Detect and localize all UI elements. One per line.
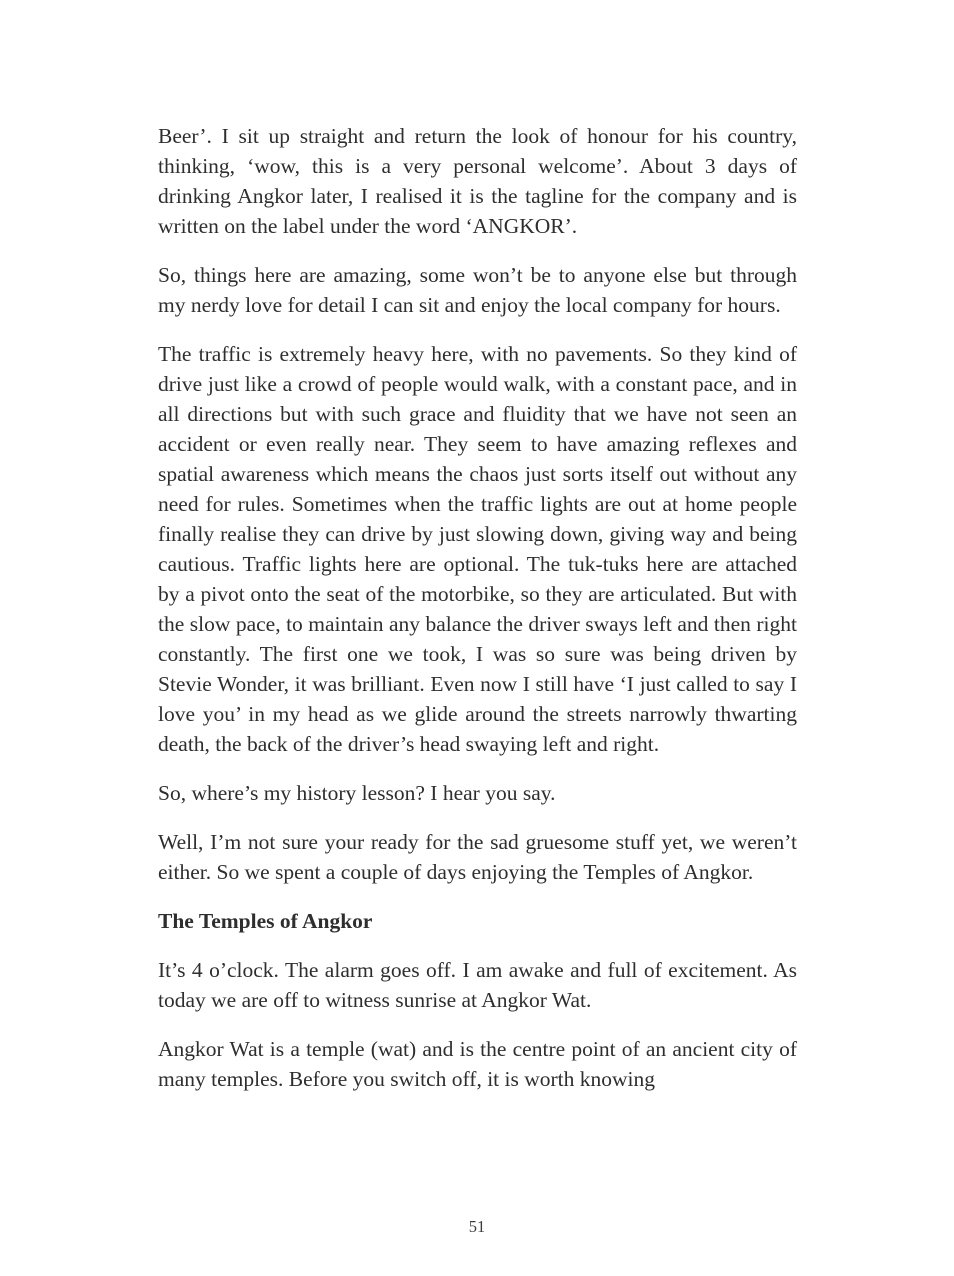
body-paragraph: Well, I’m not sure your ready for the sad gruesome stuff yet, we weren’t either. So we spent a couple of days enjoying the Temples of Angkor. — [158, 830, 797, 884]
section-heading: The Temples of Angkor — [158, 909, 373, 933]
document-page — [158, 121, 797, 1113]
body-paragraph: So, where’s my history lesson? I hear you say. — [158, 781, 556, 805]
body-paragraph: It’s 4 o’clock. The alarm goes off. I am awake and full of excitement. As today we are off to witness sunrise at Angkor Wat. — [158, 958, 797, 1012]
page-number: 51 — [468, 1217, 486, 1236]
body-paragraph: Beer’. I sit up straight and return the look of honour for his country, thinking, ‘wow, this is a very personal welcome’. About 3 days of drinking Angkor later, I realised it is the tagline for the company and is written on the label under the word ‘ANGKOR’. — [158, 124, 797, 238]
body-paragraph: So, things here are amazing, some won’t be to anyone else but through my nerdy love for detail I can sit and enjoy the local company for hours. — [158, 263, 797, 317]
body-paragraph: The traffic is extremely heavy here, with no pavements. So they kind of drive just like a crowd of people would walk, with a constant pace, and in all directions but with such grace and fluidity that we have not seen an accident or even really near. They seem to have amazing reflexes and spatial awareness which means the chaos just sorts itself out without any need for rules. Sometimes when the traffic lights are out at home people finally realise they can drive by just slowing down, giving way and being cautious. Traffic lights here are optional. The tuk-tuks here are attached by a pivot onto the seat of the motorbike, so they are articulated. But with the slow pace, to maintain any balance the driver sways left and then right constantly. The first one we took, I was so sure was being driven by Stevie Wonder, it was brilliant. Even now I still have ‘I just called to say I love you’ in my head as we glide around the streets narrowly thwarting death, the back of the driver’s head swaying left and right. — [158, 342, 797, 756]
body-paragraph: Angkor Wat is a temple (wat) and is the centre point of an ancient city of many temples. Before you switch off, it is worth knowing — [158, 1037, 797, 1091]
